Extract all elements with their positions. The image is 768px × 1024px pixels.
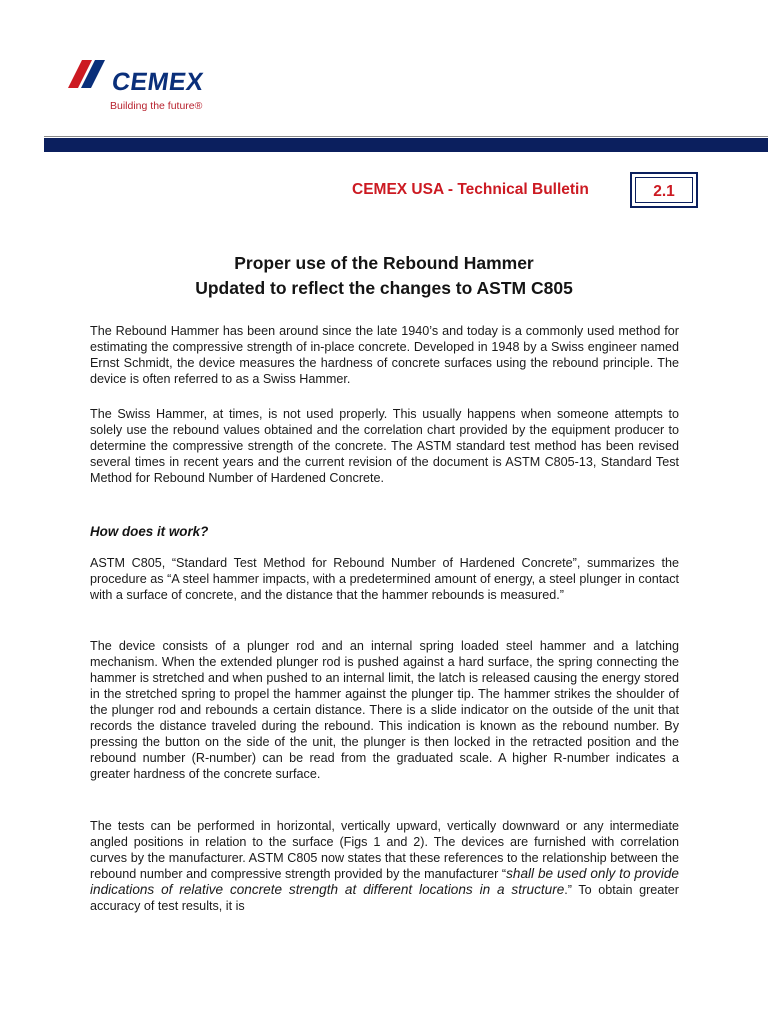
bulletin-number-box	[630, 172, 698, 208]
paragraph-emphasis: shall be used only to provide indications of relative concrete strength at different locations in a structure	[90, 866, 679, 897]
header-divider	[44, 136, 768, 137]
cemex-logo	[68, 56, 208, 118]
logo-wordmark: CEMEX	[110, 68, 206, 96]
document-title-line2: Updated to reflect the changes to ASTM C805	[195, 278, 573, 298]
paragraph-text-end: .” To obtain greater accuracy of test results, it is	[90, 883, 679, 913]
paragraph-intro: The Rebound Hammer has been around since the late 1940’s and today is a commonly used method for estimating the compressive strength of in-place concrete. Developed in 1948 by a Swiss engineer named Ernst Schmidt, the device measures the hardness of concrete surfaces using the rebound principle. The device is often referred to as a Swiss Hammer.	[90, 324, 679, 386]
paragraph-test-positions	[90, 818, 679, 914]
bulletin-number: 2.1	[653, 183, 675, 200]
header-bar	[44, 138, 768, 152]
section-heading: How does it work?	[90, 524, 209, 539]
bulletin-title: CEMEX USA - Technical Bulletin	[352, 181, 589, 198]
paragraph-text-start: The tests can be performed in horizontal, vertically upward, vertically downward or any intermediate angled positions in relation to the surface (Figs 1 and 2). The devices are furnished with correlation curves by the manufacturer. ASTM C805 now states that these references to the relationship between the rebound number and compressive strength provided by the manufacturer “	[90, 819, 679, 881]
paragraph-astm-summary: ASTM C805, “Standard Test Method for Rebound Number of Hardened Concrete”, summarizes the procedure as “A steel hammer impacts, with a predetermined amount of energy, a steel plunger in contact with a surface of concrete, and the distance that the hammer rebounds is measured.”	[90, 556, 679, 602]
document-title-line1: Proper use of the Rebound Hammer	[234, 253, 534, 273]
cemex-logo-mark-icon	[68, 60, 114, 94]
logo-tagline: Building the future®	[110, 100, 203, 112]
paragraph-misuse: The Swiss Hammer, at times, is not used properly. This usually happens when someone attempts to solely use the rebound values obtained and the correlation chart provided by the equipment producer to determine the compressive strength of the concrete. The ASTM standard test method has been revised several times in recent years and the current revision of the document is ASTM C805-13, Standard Test Method for Rebound Number of Hardened Concrete.	[90, 407, 679, 485]
paragraph-device-description: The device consists of a plunger rod and an internal spring loaded steel hammer and a latching mechanism. When the extended plunger rod is pushed against a hard surface, the spring connecting the hammer is stretched and when pushed to an internal limit, the latch is released causing the energy stored in the stretched spring to propel the hammer against the plunger tip. The hammer strikes the shoulder of the plunger rod and rebounds a certain distance. There is a slide indicator on the outside of the unit that records the distance traveled during the rebound. This indication is known as the rebound number. By pressing the button on the side of the unit, the plunger is then locked in the retracted position and the rebound number (R-number) can be read from the graduated scale. A higher R-number indicates a greater hardness of the concrete surface.	[90, 639, 679, 781]
